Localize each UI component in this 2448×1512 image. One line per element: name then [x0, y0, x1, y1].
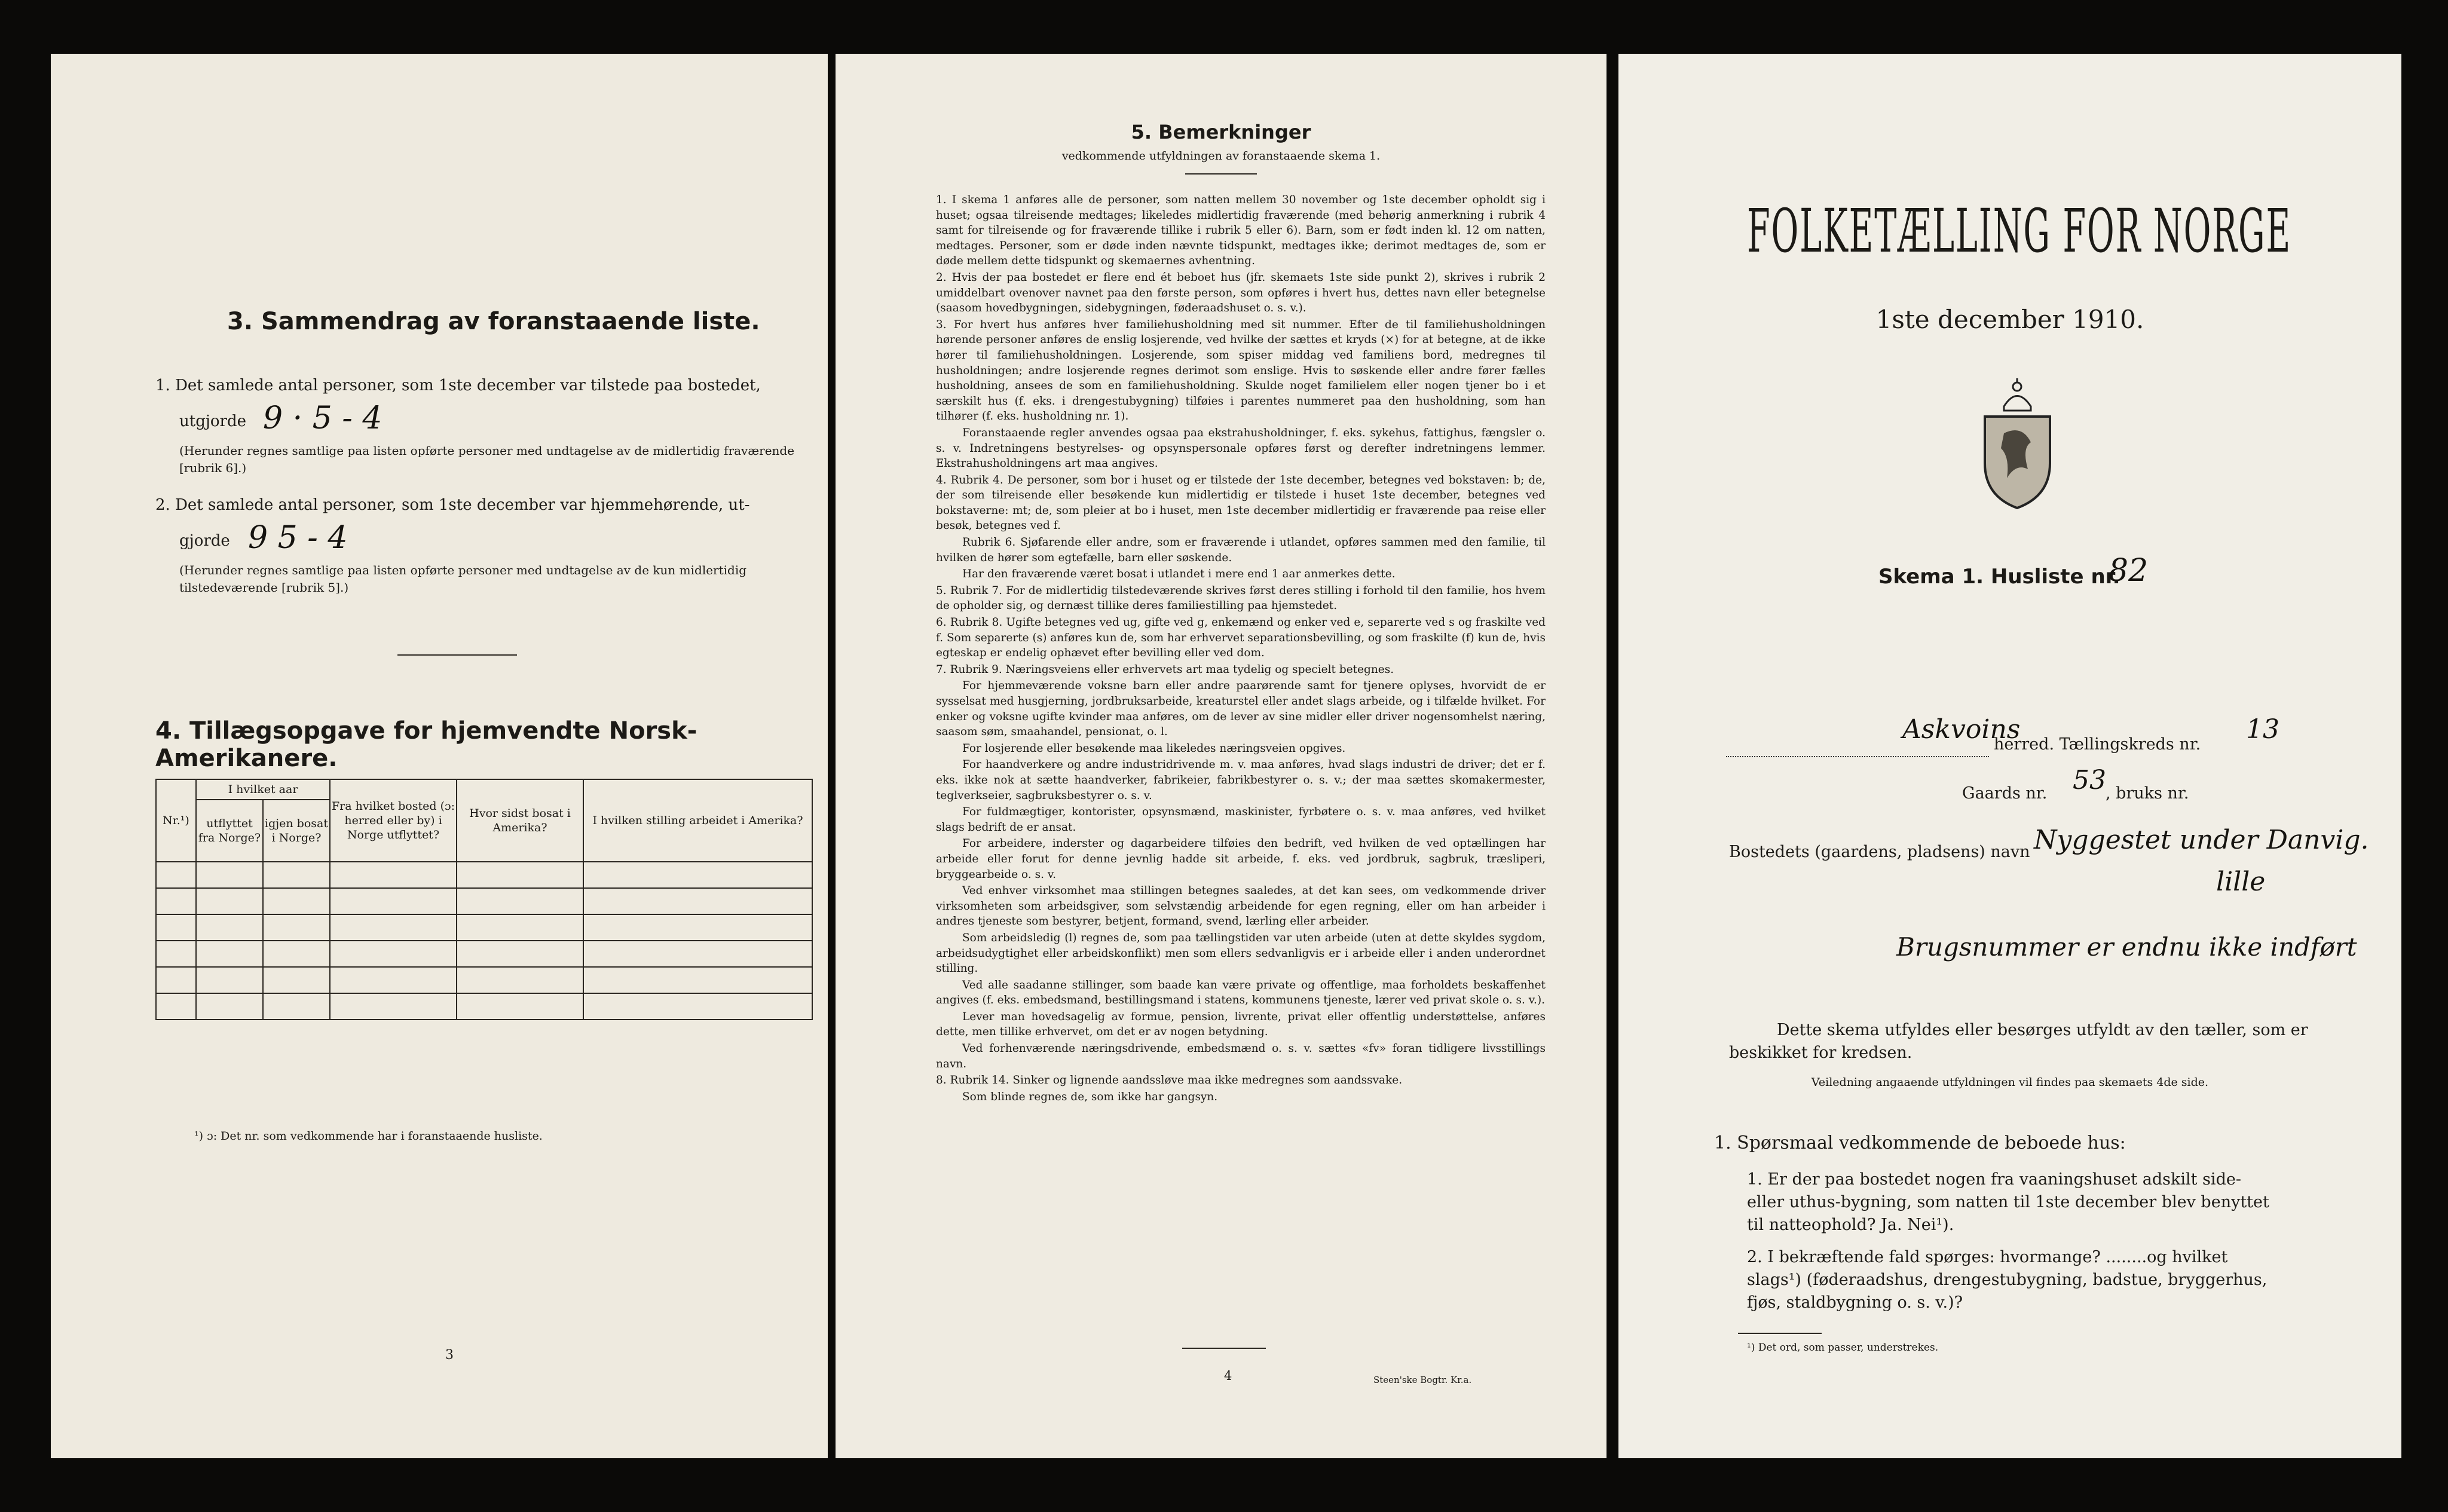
footnote: ¹) Det ord, som passer, understrekes.: [1747, 1342, 1939, 1354]
remarks-title: 5. Bemerkninger: [1131, 121, 1311, 143]
page-number: 4: [1224, 1369, 1232, 1383]
dotted-line: [1726, 756, 1989, 757]
section-3-title: 3. Sammendrag av foranstaaende liste.: [227, 308, 760, 335]
table-row: [156, 993, 812, 1020]
remark-paragraph: For losjerende eller besøkende maa likeledes næringsveien opgives.: [962, 742, 1346, 755]
skema-label: Skema 1. Husliste nr.: [1878, 565, 2120, 589]
bosted-handwritten: Nyggestet under Danvig.: [2034, 825, 2369, 855]
remark-paragraph: Lever man hovedsagelig av formue, pension, livrente, privat eller offentlig understøttelse, anføres dette, men tillike erhvervet, om det er av nogen betydning.: [936, 1010, 1546, 1039]
col-bosted-norge: Fra hvilket bosted (ɔ: herred eller by) i Norge utflyttet?: [330, 779, 457, 862]
remark-paragraph: 7. Rubrik 9. Næringsveiens eller erhvervets art maa tydelig og specielt betegnes.: [936, 663, 1394, 676]
remark-paragraph: Som arbeidsledig (l) regnes de, som paa tællingstiden var uten arbeide (uten at dette skyldes sygdom, arbeidsudygtighet eller arbeidskonflikt) men som ellers sedvanligvis er i arbeide eller i anden underordnet stilling.: [936, 931, 1546, 975]
page-left: [51, 54, 828, 1458]
bosted-label: Bostedets (gaardens, pladsens) navn: [1729, 843, 2030, 861]
note-handwritten: Brugsnummer er endnu ikke indført: [1896, 932, 2357, 962]
remark-paragraph: For arbeidere, inderster og dagarbeidere tilføies den bedrift, ved hvilken de ved optællingen har arbeide eller forut for denne jevnlig hadde sit arbeide, f. eks. ved jordbruk, sagbruk, træsliperi, bryggearbeide o. s. v.: [936, 837, 1546, 881]
bosted-handwritten-2: lille: [2216, 867, 2266, 897]
remark-paragraph: 2. Hvis der paa bostedet er flere end ét beboet hus (jfr. skemaets 1ste side punkt 2), skrives i rubrik 2 umiddelbart ovenover navnet paa den første person, som opføres i hvert hus, dettes navn eller betegnelse (saasom hovedbygningen, sidebygningen, føderaadshuset o. s. v.).: [936, 271, 1546, 315]
gaards-handwritten: 53: [2073, 765, 2106, 795]
remark-paragraph: 3. For hvert hus anføres hver familiehusholdning med sit nummer. Efter de til familiehusholdningen hørende personer anføres de enslig losjerende, ved hvilke der sættes et kryds (×) for at betegne, at de ikke hører til familiehusholdningen. Losjerende, som spiser middag ved familiens bord, medregnes til husholdningen; andre losjerende regnes derimot som enslige. Hvis to søskende eller andre fører fælles husholdning, ansees de som en familiehusholdning. Skulde noget familielem eller nogen tjener bo i et særskilt hus (f. eks. i drengestubygning) tilføies i parentes nummeret paa den husholdning, som han tilhører (f. eks. husholdning nr. 1).: [936, 318, 1546, 423]
bruks-label: , bruks nr.: [2106, 784, 2189, 803]
page-middle: [836, 54, 1606, 1458]
questions-heading: 1. Spørsmaal vedkommende de beboede hus:: [1714, 1133, 2126, 1153]
norsk-amerikanere-table: [155, 779, 813, 1020]
table-row: [156, 914, 812, 941]
divider: [397, 654, 517, 656]
remark-paragraph: Har den fraværende været bosat i utlandet i mere end 1 aar anmerkes dette.: [962, 568, 1396, 581]
col-utflyttet: utflyttet fra Norge?: [196, 800, 263, 862]
remark-paragraph: For hjemmeværende voksne barn eller andre paarørende samt for tjenere oplyses, hvorvidt de er sysselsat med husgjerning, jordbruksarbeide, kreaturstel eller andet slags arbeide, og i tilfælde hvilket. For enker og voksne ugifte kvinder maa anføres, om de lever av sine midler eller driver nogensomhelst næring, saasom søm, smaahandel, pensionat, o. l.: [936, 680, 1546, 739]
remark-paragraph: Ved enhver virksomhet maa stillingen betegnes saaledes, at det kan sees, om vedkommende driver virksomheten som arbeidsgiver, som selvstændig arbeidende for egen regning, eller om han arbeider i andres tjeneste som bestyrer, betjent, formand, svend, lærling eller arbeider.: [936, 884, 1546, 928]
table-row: [156, 941, 812, 967]
remark-paragraph: Ved alle saadanne stillinger, som baade kan være private og offentlige, maa forholdets beskaffenhet angives (f. eks. embedsmand, bestillingsmand i statens, kommunens tjeneste, lærer ved privat skole o. s. v.).: [936, 978, 1546, 1007]
remark-paragraph: For fuldmægtiger, kontorister, opsynsmænd, maskinister, fyrbøtere o. s. v. maa anføres, ved hvilket slags bedrift de er ansat.: [936, 806, 1546, 834]
section-4-title: 4. Tillægsopgave for hjemvendte Norsk-Amerikanere.: [155, 717, 697, 772]
remarks-body: [936, 192, 1546, 1106]
divider: [1182, 1348, 1266, 1349]
q1-text: 1. Det samlede antal personer, som 1ste december var tilstede paa bostedet,: [155, 377, 761, 394]
census-date: 1ste december 1910.: [1875, 305, 2144, 334]
husliste-number: 82: [2109, 553, 2149, 589]
q1-handwritten-count: 9 · 5 - 4: [263, 400, 382, 436]
remark-paragraph: 5. Rubrik 7. For de midlertidig tilstedeværende skrives først deres stilling i forhold til den familie, hos hvem de opholder sig, og dernæst tillike deres familiestilling paa hjemstedet.: [936, 584, 1546, 613]
q2-utgjorde: gjorde: [179, 532, 230, 550]
divider: [1185, 173, 1257, 175]
gaards-label: Gaards nr.: [1962, 784, 2048, 803]
intro-text: Dette skema utfyldes eller besørges utfyldt av den tæller, som er beskikket for kredsen.: [1729, 1021, 2308, 1062]
printer-mark: Steen'ske Bogtr. Kr.a.: [1373, 1375, 1472, 1385]
q1-utgjorde: utgjorde: [179, 412, 247, 430]
table-row: [156, 967, 812, 993]
remark-paragraph: 1. I skema 1 anføres alle de personer, som natten mellem 30 november og 1ste december opholdt sig i huset; ogsaa tilreisende medtages; likeledes midlertidig fraværende (med behørig anmerkning i rubrik 4 samt for tilreisende og for fraværende tillike i rubrik 5 eller 6). Barn, som er født inden kl. 12 om natten, medtages. Personer, som er døde inden nævnte tidspunkt, medtages ikke; derimot medtages de, som er døde mellem dette tidspunkt og skemaernes avhentning.: [936, 194, 1546, 268]
remark-paragraph: 4. Rubrik 4. De personer, som bor i huset og er tilstede der 1ste december, betegnes ved bokstaven: b; de, der som tilreisende eller besøkende kun midlertidig er tilstede i huset 1ste december, betegnes ved bokstaverne: mt; de, som pleier at bo i huset, men 1ste december midlertidig er fraværende paa reise eller besøk, betegnes ved f.: [936, 473, 1546, 532]
page-right: [1618, 54, 2401, 1458]
question-1: 1. Er der paa bostedet nogen fra vaaningshuset adskilt side- eller uthus-bygning, som natten til 1ste december blev benyttet til natteophold? Ja. Nei¹).: [1747, 1170, 2269, 1234]
herred-handwritten: Askvoins: [1902, 714, 2021, 745]
divider: [1738, 1333, 1822, 1334]
table-row: [156, 862, 812, 888]
kreds-handwritten: 13: [2246, 714, 2279, 745]
col-group-year: I hvilket aar: [196, 779, 330, 800]
col-stilling-amerika: I hvilken stilling arbeidet i Amerika?: [583, 779, 812, 862]
remark-paragraph: 6. Rubrik 8. Ugifte betegnes ved ug, gifte ved g, enkemænd og enker ved e, separerte ved s og fraskilte ved f. Som separerte (s) anføres kun de, som har erhvervet separationsbevilling, og som fraskilte (f) kun de, hvis egteskap er endelig ophævet efter bevilling eller ved dom.: [936, 616, 1546, 660]
q2-text: 2. Det samlede antal personer, som 1ste december var hjemmehørende, ut-: [155, 496, 750, 514]
intro-guidance: Veiledning angaaende utfyldningen vil findes paa skemaets 4de side.: [1811, 1076, 2209, 1089]
table-footnote: ¹) ɔ: Det nr. som vedkommende har i foranstaaende husliste.: [194, 1130, 543, 1143]
question-2: 2. I bekræftende fald spørges: hvormange? ........og hvilket slags¹) (føderaadshus, drengestubygning, badstue, bryggerhus, fjøs, staldbygning o. s. v.)?: [1747, 1248, 2268, 1312]
page-number: 3: [445, 1348, 454, 1363]
table-row: [156, 888, 812, 914]
remark-paragraph: Ved forhenværende næringsdrivende, embedsmænd o. s. v. sættes «fv» foran tidligere livsstillings navn.: [936, 1042, 1546, 1070]
col-nr: Nr.¹): [156, 779, 196, 862]
remark-paragraph: For haandverkere og andre industridrivende m. v. maa anføres, hvad slags industri de driver; det er f. eks. ikke nok at sætte haandverker, fabrikeier, fabrikbestyrer o. s. v.; der maa sættes skomakermester, teglverkseier, sagbruksbestyrer o. s. v.: [936, 758, 1546, 802]
remark-paragraph: Som blinde regnes de, som ikke har gangsyn.: [962, 1090, 1218, 1103]
remark-paragraph: Foranstaaende regler anvendes ogsaa paa ekstrahusholdninger, f. eks. sykehus, fattighus, fængsler o. s. v. Indretningens bestyrelses- og opsynspersonale opføres først og derefter indretningens lemmer. Ekstrahusholdningens art maa angives.: [936, 426, 1546, 470]
remark-paragraph: Rubrik 6. Sjøfarende eller andre, som er fraværende i utlandet, opføres sammen med den familie, til hvilken de hører som egtefælle, barn eller søskende.: [936, 536, 1546, 564]
col-bosat-amerika: Hvor sidst bosat i Amerika?: [457, 779, 583, 862]
q2-note: (Herunder regnes samtlige paa listen opførte personer med undtagelse av de kun midlertidig tilstedeværende [rubrik 5].): [179, 563, 747, 595]
form-title: FOLKETÆLLING FOR NORGE: [1747, 196, 2292, 266]
remark-paragraph: 8. Rubrik 14. Sinker og lignende aandssløve maa ikke medregnes som aandssvake.: [936, 1074, 1403, 1087]
col-bosat-norge: igjen bosat i Norge?: [263, 800, 330, 862]
remarks-subtitle: vedkommende utfyldningen av foranstaaende skema 1.: [1061, 149, 1381, 163]
coat-of-arms-icon: [1980, 374, 2055, 511]
q2-handwritten-count: 9 5 - 4: [248, 520, 348, 556]
herred-label: herred. Tællingskreds nr.: [1994, 735, 2201, 754]
q1-note: (Herunder regnes samtlige paa listen opførte personer med undtagelse av de midlertidig fraværende [rubrik 6].): [179, 443, 795, 475]
